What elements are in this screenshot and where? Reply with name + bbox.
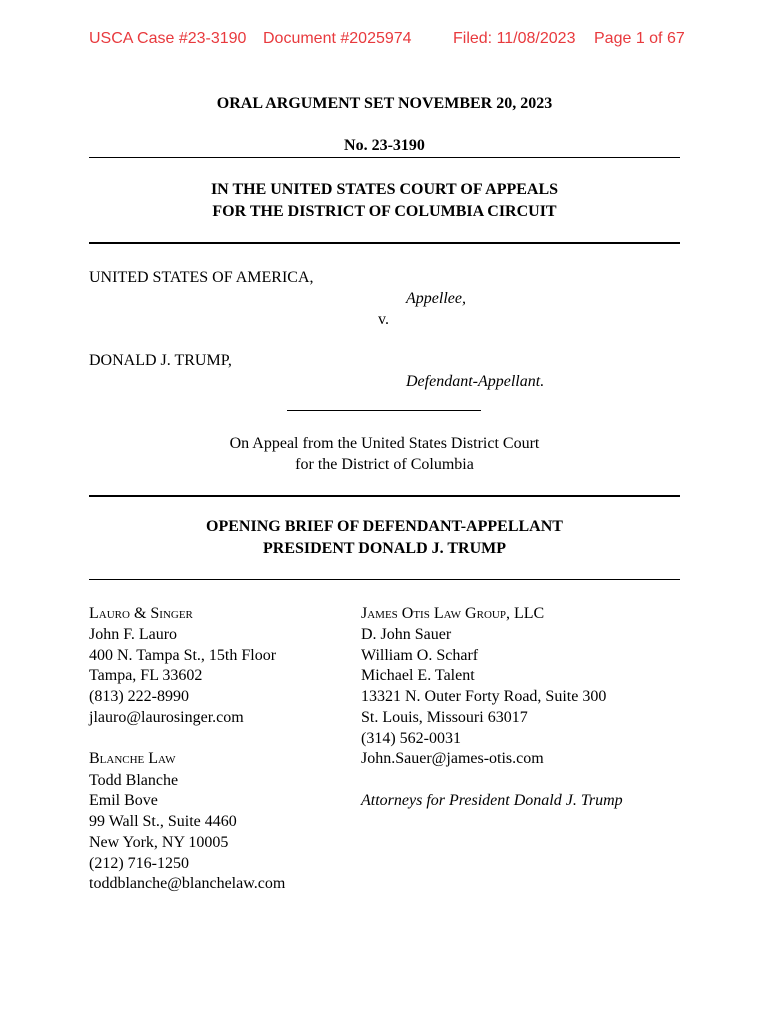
versus: v.: [378, 311, 389, 328]
counsel-line: 400 N. Tampa St., 15th Floor: [89, 647, 277, 664]
counsel-line: John F. Lauro: [89, 626, 178, 643]
brief-title-line-2: PRESIDENT DONALD J. TRUMP: [263, 540, 506, 557]
appeal-from-line-1: On Appeal from the United States District Court: [229, 435, 540, 452]
brief-title-line-1: OPENING BRIEF OF DEFENDANT-APPELLANT: [206, 518, 563, 535]
counsel-line: Emil Bove: [89, 792, 158, 809]
counsel-line: Todd Blanche: [89, 772, 179, 789]
court-name-line-2: FOR THE DISTRICT OF COLUMBIA CIRCUIT: [212, 203, 557, 220]
counsel-line: St. Louis, Missouri 63017: [361, 709, 528, 726]
counsel-line: 13321 N. Outer Forty Road, Suite 300: [361, 688, 607, 705]
case-number-stamp: USCA Case #23-3190: [89, 30, 247, 47]
counsel-line: Tampa, FL 33602: [89, 667, 203, 684]
document-number-stamp: Document #2025974: [263, 30, 412, 47]
firm-name-lauro-singer: Lauro & Singer: [89, 605, 193, 622]
court-name-line-1: IN THE UNITED STATES COURT OF APPEALS: [210, 181, 559, 198]
divider: [89, 579, 680, 580]
counsel-phone: (314) 562-0031: [361, 730, 461, 747]
docket-number: No. 23-3190: [344, 137, 425, 154]
counsel-email: jlauro@laurosinger.com: [89, 709, 244, 726]
appellee-role: Appellee,: [406, 290, 466, 307]
divider: [89, 495, 680, 497]
counsel-line: 99 Wall St., Suite 4460: [89, 813, 237, 830]
appellant-name: DONALD J. TRUMP,: [89, 352, 232, 369]
counsel-email: John.Sauer@james-otis.com: [361, 750, 544, 767]
counsel-line: D. John Sauer: [361, 626, 452, 643]
appellee-name: UNITED STATES OF AMERICA,: [89, 269, 314, 286]
counsel-line: Michael E. Talent: [361, 667, 475, 684]
page-count-stamp: Page 1 of 67: [594, 30, 685, 47]
filed-date-stamp: Filed: 11/08/2023: [453, 30, 576, 47]
firm-name-james-otis: James Otis Law Group, LLC: [361, 605, 545, 622]
oral-argument-notice: ORAL ARGUMENT SET NOVEMBER 20, 2023: [216, 95, 553, 112]
counsel-line: New York, NY 10005: [89, 834, 229, 851]
divider: [89, 242, 680, 244]
attorneys-for: Attorneys for President Donald J. Trump: [361, 792, 623, 809]
divider: [89, 157, 680, 158]
firm-name-blanche-law: Blanche Law: [89, 750, 176, 767]
counsel-phone: (813) 222-8990: [89, 688, 189, 705]
counsel-line: William O. Scharf: [361, 647, 479, 664]
filing-stamp: [0, 30, 768, 50]
counsel-phone: (212) 716-1250: [89, 855, 189, 872]
appellant-role: Defendant-Appellant.: [406, 373, 545, 390]
appeal-from-line-2: for the District of Columbia: [295, 456, 474, 473]
caption-divider: [287, 410, 481, 411]
counsel-email: toddblanche@blanchelaw.com: [89, 875, 286, 892]
